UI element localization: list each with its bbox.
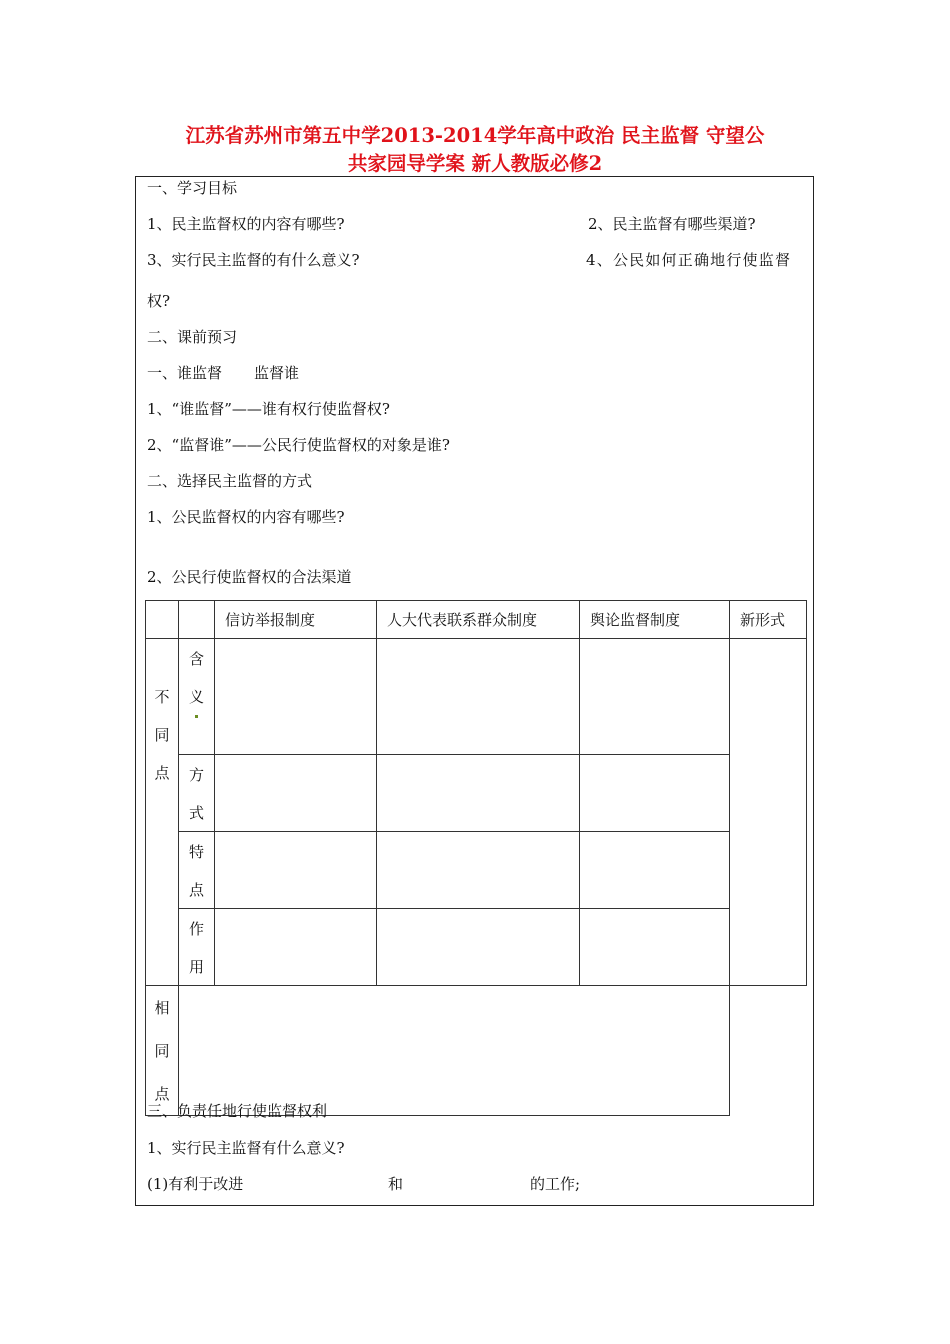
row-label-function	[179, 909, 215, 986]
group-label-similarities	[146, 986, 179, 1116]
stray-mark	[195, 715, 198, 718]
group-same-char: 点	[154, 1085, 170, 1103]
row-label-char: 含	[188, 650, 204, 668]
group-diff-char: 点	[154, 764, 170, 782]
group-diff-char: 同	[154, 726, 170, 744]
fill-blank-1-and: 和	[388, 1175, 404, 1193]
subheading-supervise-whom: 监督谁	[254, 364, 300, 382]
row-label-char: 点	[188, 881, 204, 899]
fill-blank-1-start: (1)有利于改进	[147, 1175, 244, 1193]
answer-cell[interactable]	[580, 755, 730, 832]
group-same-char: 同	[154, 1042, 170, 1060]
answer-cell[interactable]	[215, 639, 377, 755]
table-corner-cell-2	[179, 601, 215, 639]
answer-cell-similarities[interactable]	[179, 986, 730, 1116]
document-title-line1: 江苏省苏州市第五中学2013-2014学年高中政治 民主监督 守望公	[185, 124, 765, 147]
goal-4: 4、公民如何正确地行使监督	[586, 251, 792, 269]
section-preview-heading: 二、课前预习	[147, 328, 238, 346]
section-goals-heading: 一、学习目标	[147, 179, 238, 197]
group-same-char: 相	[154, 999, 170, 1017]
row-label-meaning	[179, 639, 215, 755]
answer-cell[interactable]	[215, 832, 377, 909]
fill-blank-1-end: 的工作;	[530, 1175, 581, 1193]
question-4: 2、公民行使监督权的合法渠道	[147, 568, 352, 586]
goal-3: 3、实行民主监督的有什么意义?	[147, 251, 360, 269]
group-label-differences	[146, 639, 179, 986]
row-label-char: 方	[188, 766, 204, 784]
row-label-char: 式	[188, 804, 204, 822]
answer-cell[interactable]	[377, 755, 580, 832]
row-label-method	[179, 755, 215, 832]
header-npc-deputies-system: 人大代表联系群众制度	[377, 601, 580, 639]
answer-cell[interactable]	[215, 909, 377, 986]
answer-cell[interactable]	[580, 639, 730, 755]
answer-cell[interactable]	[377, 832, 580, 909]
header-public-opinion-system: 舆论监督制度	[580, 601, 730, 639]
goal-2: 2、民主监督有哪些渠道?	[588, 215, 756, 233]
subheading-methods: 二、选择民主监督的方式	[147, 472, 313, 490]
group-diff-char: 不	[154, 688, 170, 706]
header-new-forms: 新形式	[730, 601, 807, 639]
answer-cell[interactable]	[580, 909, 730, 986]
header-petition-system: 信访举报制度	[215, 601, 377, 639]
question-1: 1、“谁监督”——谁有权行使监督权?	[147, 400, 390, 418]
row-label-char: 作	[188, 920, 204, 938]
section-3-heading: 三、负责任地行使监督权利	[147, 1102, 328, 1120]
answer-cell[interactable]	[580, 832, 730, 909]
question-2: 2、“监督谁”——公民行使监督权的对象是谁?	[147, 436, 450, 454]
table-corner-cell	[146, 601, 179, 639]
question-5: 1、实行民主监督有什么意义?	[147, 1139, 345, 1157]
row-label-char: 义	[188, 688, 204, 706]
channels-comparison-table	[145, 600, 807, 1116]
subheading-who-supervises: 一、谁监督	[147, 364, 223, 382]
row-label-char: 特	[188, 843, 204, 861]
answer-cell[interactable]	[377, 909, 580, 986]
question-3: 1、公民监督权的内容有哪些?	[147, 508, 345, 526]
answer-cell-new-forms[interactable]	[730, 639, 807, 986]
row-label-feature	[179, 832, 215, 909]
answer-cell[interactable]	[215, 755, 377, 832]
answer-cell[interactable]	[377, 639, 580, 755]
row-label-char: 用	[188, 958, 204, 976]
document-title-line2: 共家园导学案 新人教版必修2	[347, 152, 603, 175]
goal-4-continued: 权?	[147, 292, 171, 310]
goal-1: 1、民主监督权的内容有哪些?	[147, 215, 345, 233]
